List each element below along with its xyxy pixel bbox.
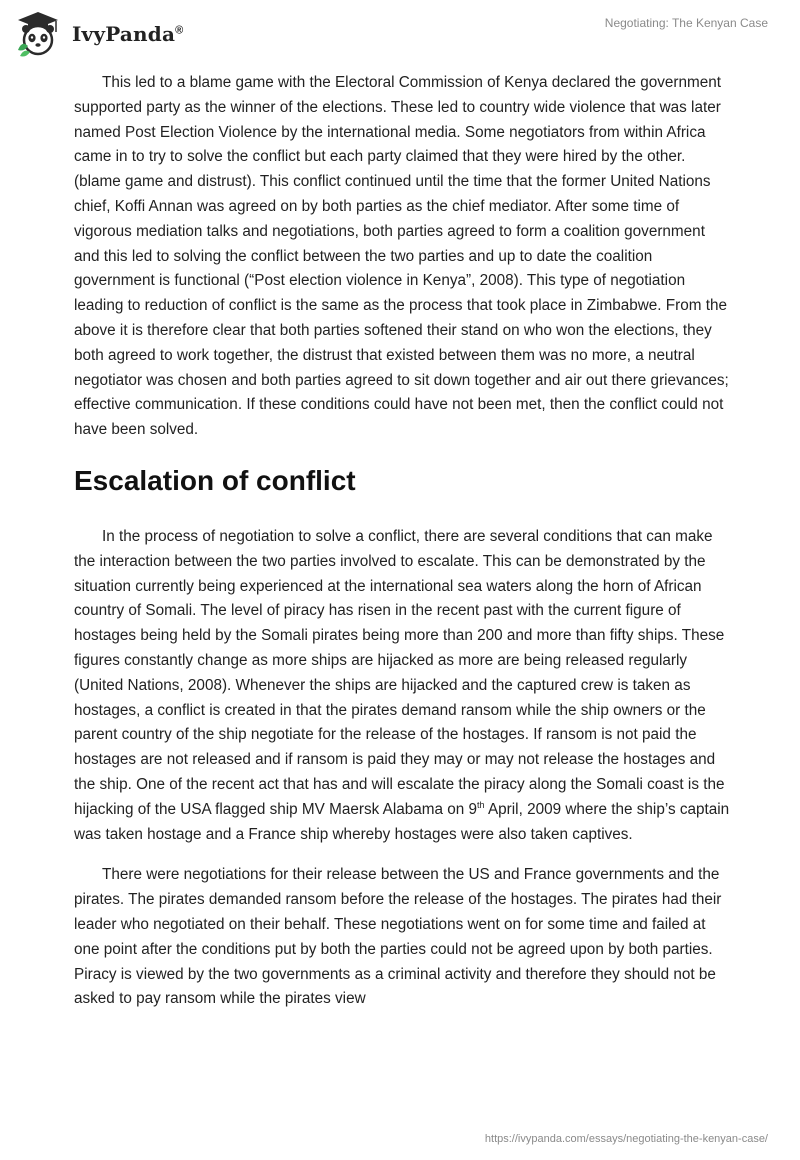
paragraph-piracy (74, 525, 734, 847)
document-title: Negotiating: The Kenyan Case (604, 16, 768, 30)
paragraph-post-election: This led to a blame game with the Electoral Commission of Kenya declared the government supported party as the winner of the elections. These led to country wide violence that was later named Post Election Violence by the international media. Some negotiators from within Africa came in to try to solve the conflict but each party claimed that they were hired by the other. (blame game and distrust). This conflict continued until the time that the former United Nations chief, Koffi Annan was agreed on by both parties as the chief mediator. After some time of vigorous mediation talks and negotiations, both parties agreed to form a coalition government and this led to solving the conflict between the two parties and up to date the coalition government is functional (“Post election violence in Kenya”, 2008). This type of negotiation leading to reduction of conflict is the same as the process that took place in Zimbabwe. From the above it is therefore clear that both parties softened their stand on who won the elections, they both agreed to work together, the distrust that existed between them was no more, a neutral negotiator was chosen and both parties agreed to sit down together and air out there grievances; effective communication. If these conditions could have not been met, then the conflict could not have been solved. (74, 74, 729, 439)
paragraph-piracy-text-a: In the process of negotiation to solve a conflict, there are several conditions that can make the interaction between the two parties involved to escalate. This can be demonstrated by the situation currently being experienced at the international sea waters along the horn of African country of Somali. The level of piracy has risen in the recent past with the current figure of hostages being held by the Somali pirates being more than 200 and more than fifty ships. These figures constantly change as more ships are hijacked as more are being released regularly (United Nations, 2008). Whenever the ships are hijacked and the captured crew is taken as hostages, a conflict is created in that the pirates demand ransom while the ship owners or the parent country of the ship negotiate for the release of the hostages. If ransom is not paid the hostages are not released and if ransom is paid they may or may not release the hostages and the ship. One of the recent act that has and will escalate the piracy along the Somali coast is the hijacking of the USA flagged ship MV Maersk Alabama on 9 (74, 527, 725, 818)
source-url[interactable]: https://ivypanda.com/essays/negotiating-the-kenyan-case/ (484, 1133, 768, 1145)
ivypanda-logo[interactable] (14, 10, 183, 58)
ordinal-suffix: th (477, 799, 485, 810)
paragraph-negotiations: There were negotiations for their release between the US and France governments and the pirates. The pirates demanded ransom before the release of the hostages. The pirates had their leader who negotiated on their behalf. These negotiations went on for some time and failed at one point after the conditions put by both the parties could not be agreed upon by both parties. Piracy is viewed by the two governments as a criminal activity and therefore they should not be asked to pay ransom while the pirates view (74, 866, 722, 1008)
panda-graduate-icon (14, 10, 66, 58)
section-heading: Escalation of conflict (74, 464, 356, 496)
essay-content (74, 71, 734, 1012)
page-header (0, 0, 800, 70)
brand-name: IvyPanda® (72, 22, 184, 46)
paragraph-piracy-text-b: April, 2009 where the ship’s captain was taken hostage and a France ship whereby hostages were also taken captives. (74, 800, 730, 843)
